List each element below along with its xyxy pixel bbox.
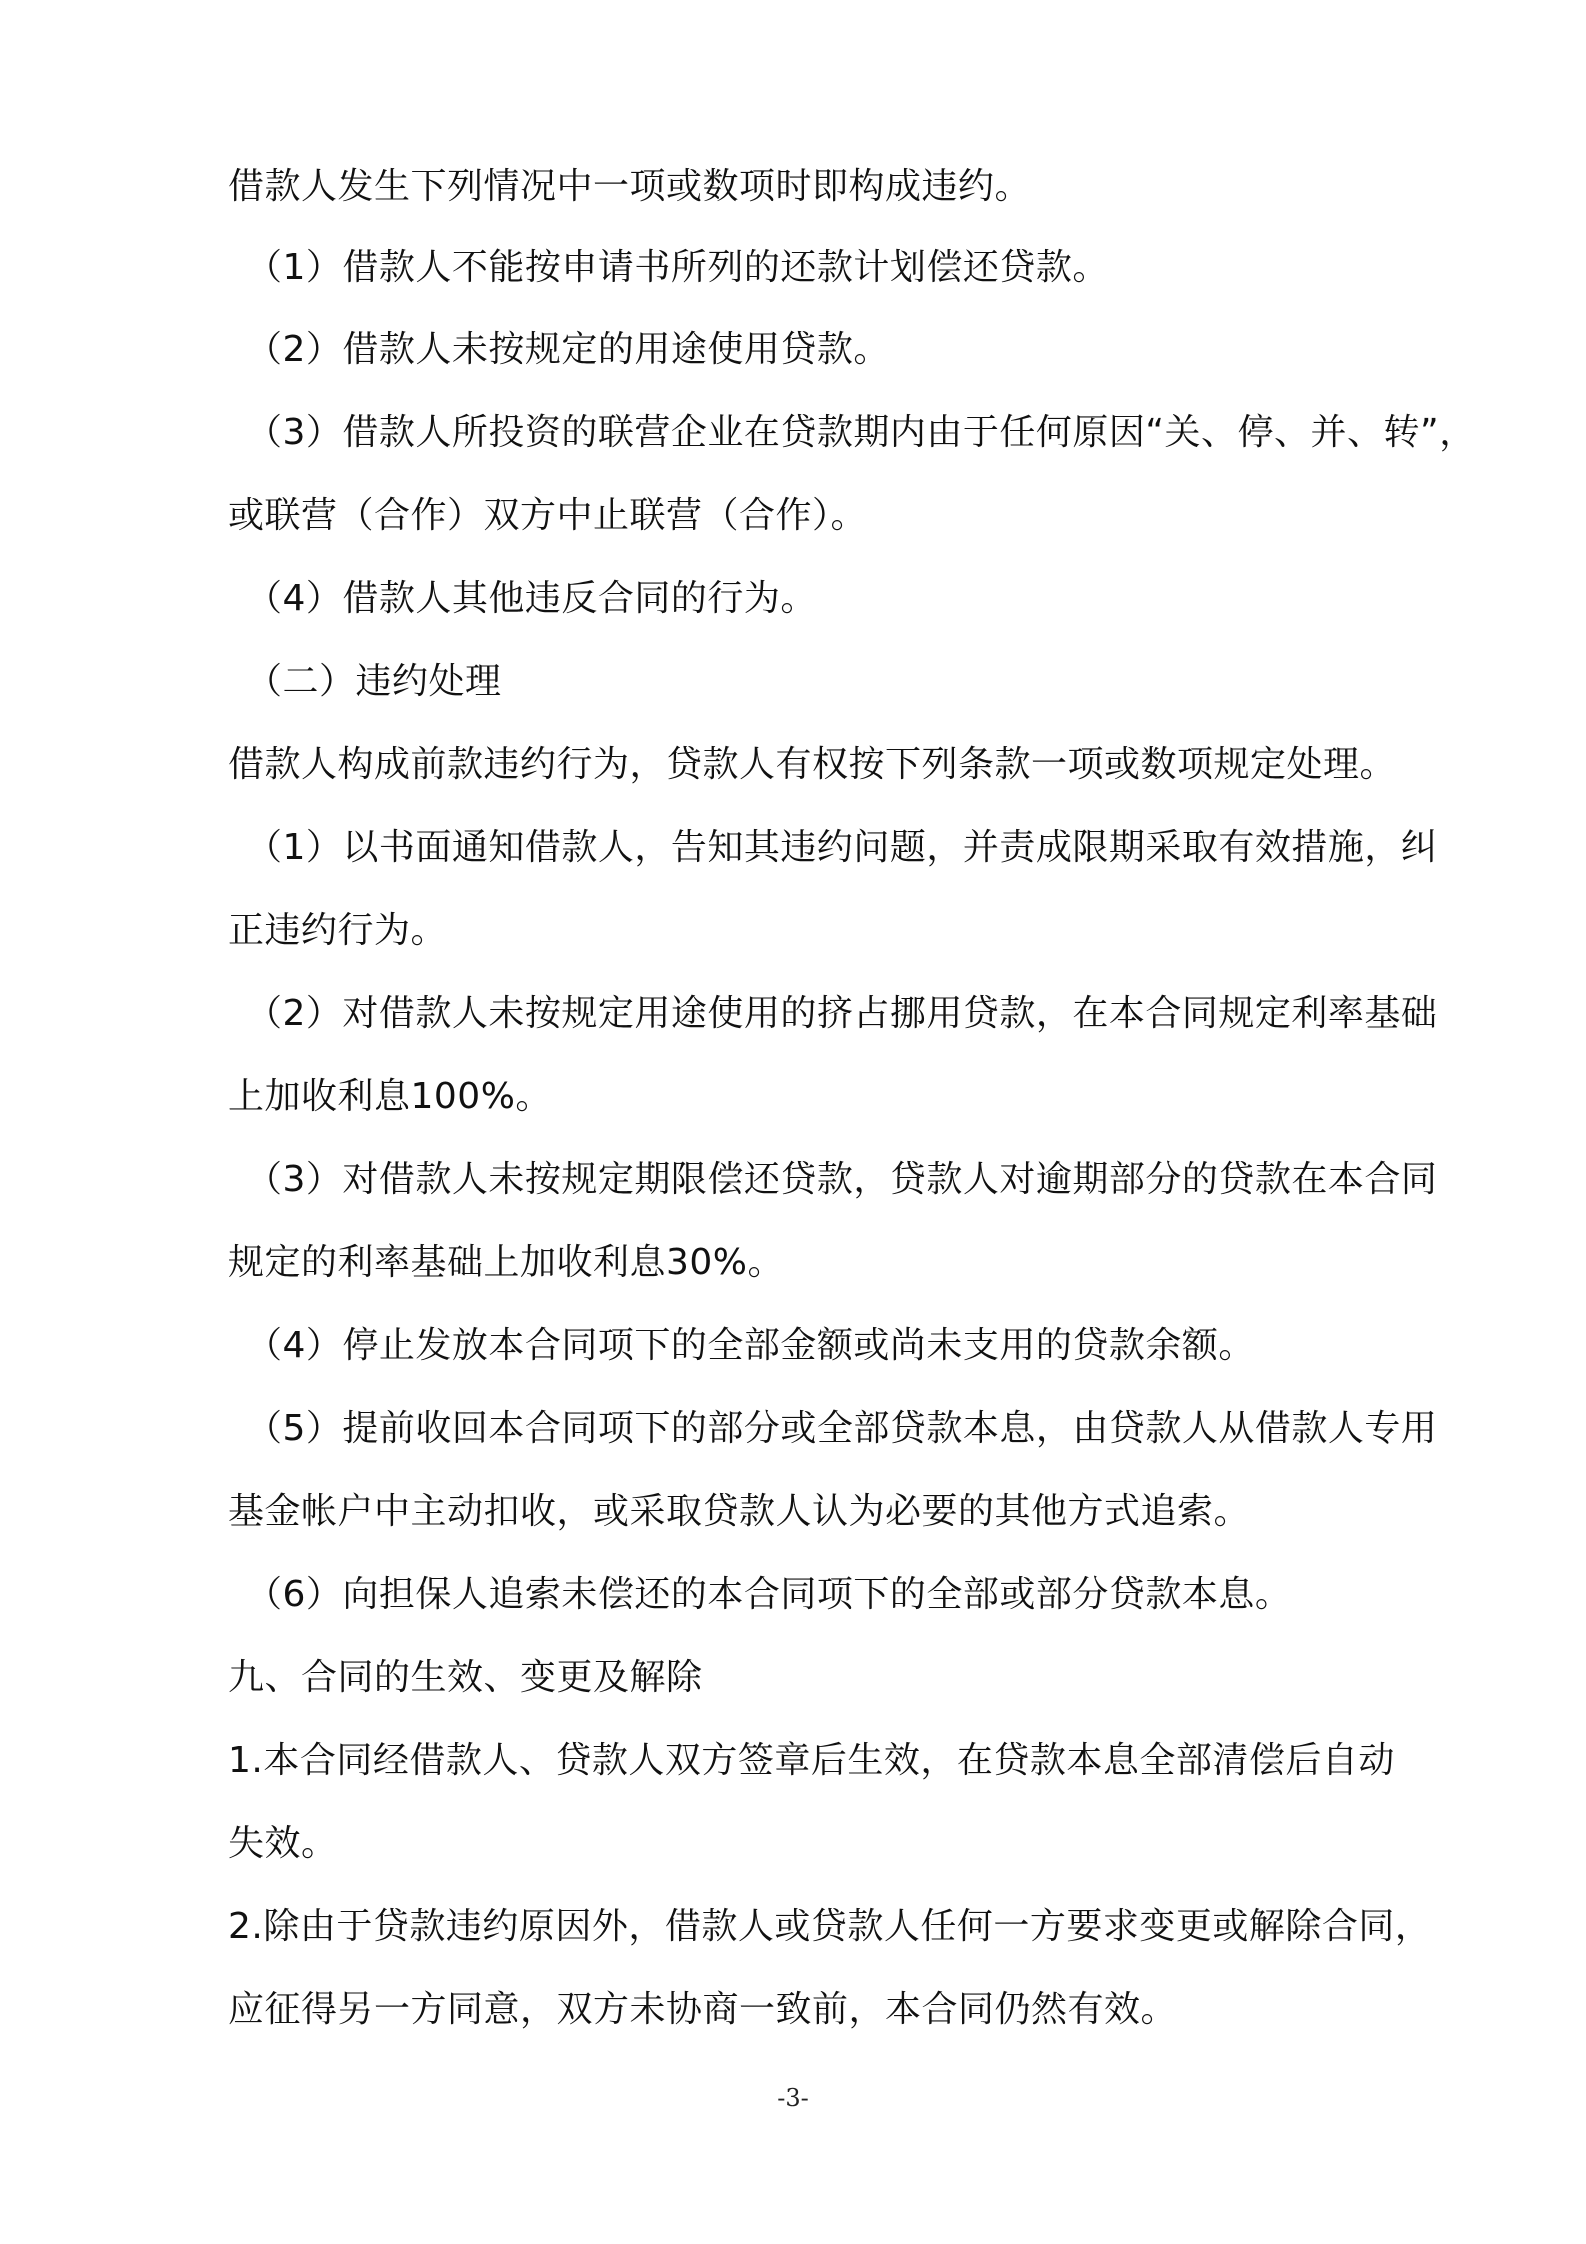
text-line: 1.本合同经借款人、贷款人双方签章后生效，在贷款本息全部清偿后自动 — [228, 1740, 1395, 1781]
text-line: （3）借款人所投资的联营企业在贷款期内由于任何原因“关、停、并、转”， — [246, 412, 1476, 453]
text-line: （5）提前收回本合同项下的部分或全部贷款本息，由贷款人从借款人专用 — [246, 1408, 1438, 1449]
text-line: 借款人发生下列情况中一项或数项时即构成违约。 — [228, 166, 1032, 207]
text-line: 借款人构成前款违约行为，贷款人有权按下列条款一项或数项规定处理。 — [228, 744, 1397, 785]
text-line: 上加收利息100%。 — [228, 1076, 552, 1117]
section-heading: （二）违约处理 — [246, 661, 502, 702]
text-line: （4）借款人其他违反合同的行为。 — [246, 578, 817, 619]
text-line: 正违约行为。 — [228, 910, 448, 951]
text-line: （4）停止发放本合同项下的全部金额或尚未支用的贷款余额。 — [246, 1325, 1255, 1366]
text-line: （1）以书面通知借款人，告知其违约问题，并责成限期采取有效措施，纠 — [246, 827, 1438, 868]
text-line: 2.除由于贷款违约原因外，借款人或贷款人任何一方要求变更或解除合同， — [228, 1906, 1432, 1947]
text-line: 失效。 — [228, 1823, 338, 1864]
text-line: 应征得另一方同意，双方未协商一致前，本合同仍然有效。 — [228, 1989, 1178, 2030]
section-heading: 九、合同的生效、变更及解除 — [228, 1657, 703, 1698]
text-line: 或联营（合作）双方中止联营（合作）。 — [228, 495, 868, 536]
text-line: （2）借款人未按规定的用途使用贷款。 — [246, 329, 890, 370]
text-line: （2）对借款人未按规定用途使用的挤占挪用贷款，在本合同规定利率基础 — [246, 993, 1438, 1034]
text-line: 基金帐户中主动扣收，或采取贷款人认为必要的其他方式追索。 — [228, 1491, 1251, 1532]
text-line: （1）借款人不能按申请书所列的还款计划偿还贷款。 — [246, 247, 1109, 288]
page-number: -3- — [777, 2084, 809, 2112]
text-line: 规定的利率基础上加收利息30%。 — [228, 1242, 785, 1283]
text-line: （3）对借款人未按规定期限偿还贷款，贷款人对逾期部分的贷款在本合同 — [246, 1159, 1438, 1200]
text-line: （6）向担保人追索未偿还的本合同项下的全部或部分贷款本息。 — [246, 1574, 1292, 1615]
